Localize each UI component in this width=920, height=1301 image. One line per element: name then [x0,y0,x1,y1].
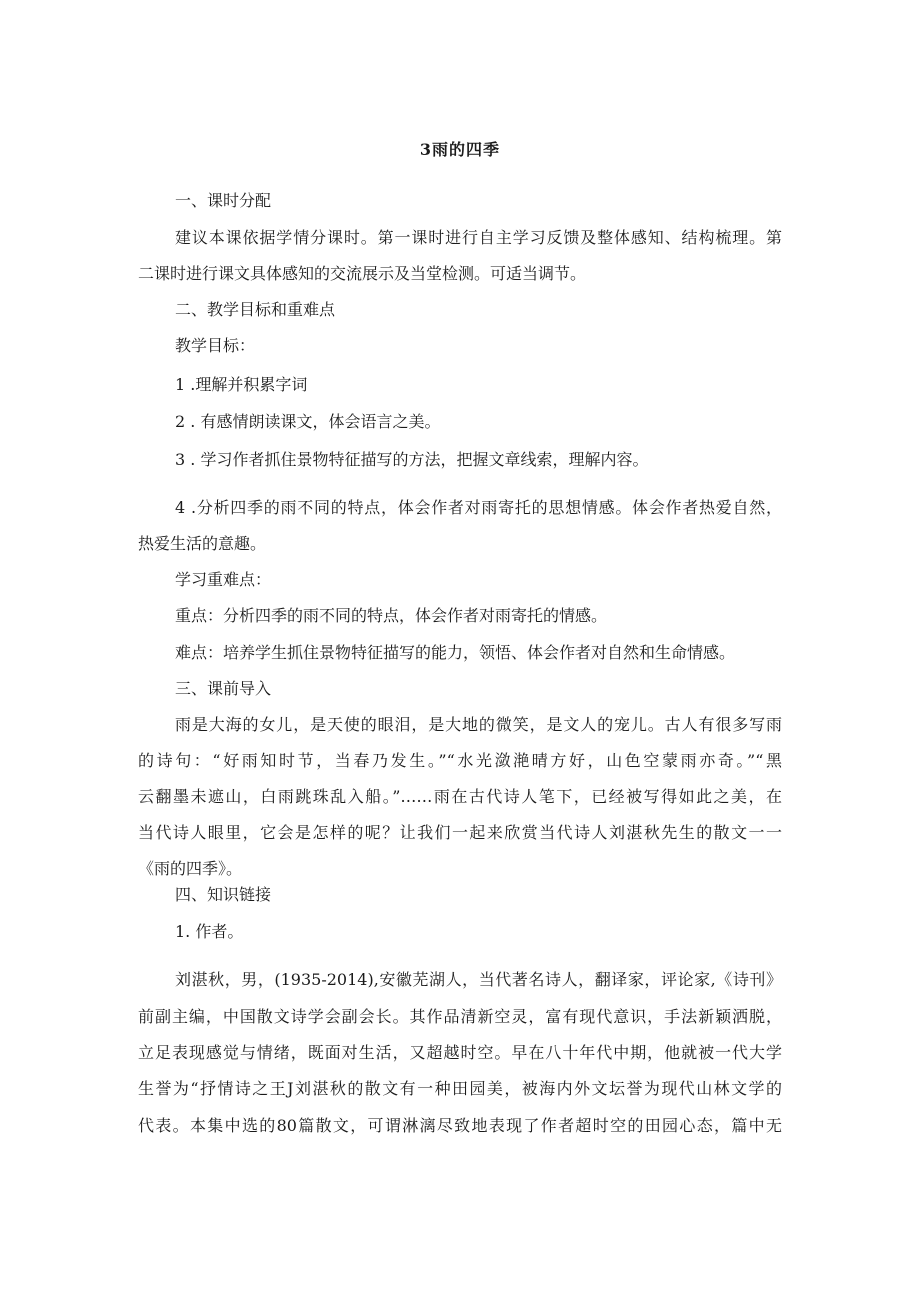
paragraph-line: 建议本课依据学情分课时。第一课时进行自主学习反馈及整体感知、结构梳理。第 [175,228,782,247]
section-heading-goals: 二、教学目标和重难点 [175,300,336,319]
difficulty-label: 学习重难点： [175,570,272,589]
goal-item-2: 2 . 有感情朗读课文，体会语言之美。 [175,412,441,431]
goal-item-4: 4 .分析四季的雨不同的特点，体会作者对雨寄托的思想情感。体会作者热爱自然， [175,498,782,517]
section-heading-schedule: 一、课时分配 [175,191,272,210]
difficult-point: 难点：培养学生抓住景物特征描写的能力，领悟、体会作者对自然和生命情感。 [175,643,736,662]
paragraph-line: 前副主编，中国散文诗学会副会长。其作品清新空灵，富有现代意识，手法新颖洒脱， [138,1007,782,1026]
paragraph-line: 云翻墨未遮山，白雨跳珠乱入船。”……雨在古代诗人笔下，已经被写得如此之美，在 [138,787,782,806]
goals-label: 教学目标： [175,336,256,355]
paragraph-line: 的诗句：“好雨知时节，当春乃发生。”“水光潋滟晴方好，山色空蒙雨亦奇。”“黑 [138,751,782,770]
paragraph-line: 《雨的四季》。 [138,859,243,878]
key-point: 重点：分析四季的雨不同的特点，体会作者对雨寄托的情感。 [175,606,608,625]
paragraph-line: 二课时进行课文具体感知的交流展示及当堂检测。可适当调节。 [138,264,587,283]
paragraph-line: 刘湛秋，男，(1935-2014),安徽芜湖人，当代著名诗人，翻译家，评论家,《诗刊》 [175,970,782,989]
paragraph-line: 生誉为“抒情诗之王J刘湛秋的散文有一种田园美，被海内外文坛誉为现代山林文学的 [138,1079,782,1098]
paragraph-line: 立足表现感觉与情绪，既面对生活，又超越时空。早在八十年代中期，他就被一代大学 [138,1043,782,1062]
paragraph-line: 代表。本集中选的80篇散文，可谓淋漓尽致地表现了作者超时空的田园心态，篇中无 [138,1116,782,1135]
goal-item-4-continued: 热爱生活的意趣。 [138,534,267,553]
goal-item-3: 3 . 学习作者抓住景物特征描写的方法，把握文章线索，理解内容。 [175,450,649,469]
paragraph-line: 雨是大海的女儿，是天使的眼泪，是大地的微笑，是文人的宠儿。古人有很多写雨 [175,715,782,734]
goal-item-1: 1 .理解并积累字词 [175,375,308,394]
section-heading-knowledge: 四、知识链接 [175,885,272,904]
section-heading-intro: 三、课前导入 [175,679,272,698]
subsection-author: 1. 作者。 [175,922,244,941]
document-title: 3雨的四季 [419,140,501,159]
paragraph-line: 当代诗人眼里，它会是怎样的呢？让我们一起来欣赏当代诗人刘湛秋先生的散文一一 [138,823,782,842]
